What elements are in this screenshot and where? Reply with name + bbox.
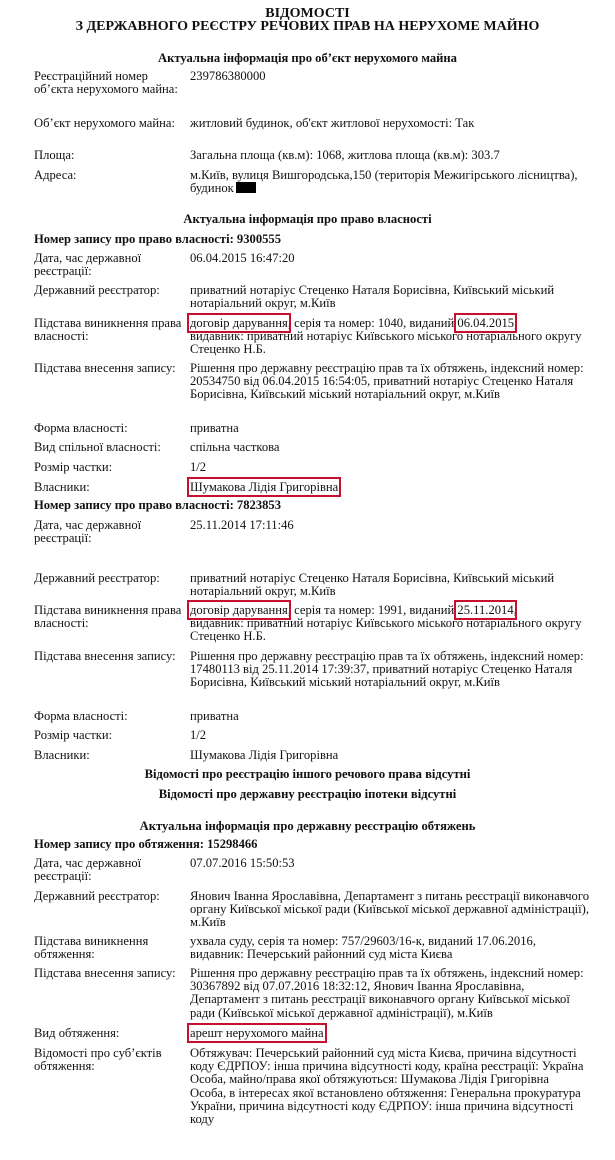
record1-form-label: Форма власності: [34, 421, 128, 435]
encumbrance-date-value: 07.07.2016 15:50:53 [190, 856, 295, 870]
encumbrance-subject-beneficiary: Особа, в інтересах якої встановлено обтяження: Генеральна прокуратура України, причина відсутності коду ЄДРПОУ: інша причина відсутності коду [190, 1085, 581, 1127]
record2-registrar-value: приватний нотаріус Стеценко Наталя Борисівна, Київський міський нотаріальний округ, м.Київ [190, 571, 555, 599]
record1-date-value: 06.04.2015 16:47:20 [190, 251, 295, 265]
encumbrance-date-label: Дата, час державної реєстрації: [34, 856, 142, 884]
reg-number-value: 239786380000 [190, 69, 266, 83]
record2-basis-date: 25.11.2014 [457, 603, 514, 617]
record2-entry-value: Рішення про державну реєстрацію прав та їх обтяжень, індексний номер: 17480113 від 25.11.2014 17:39:37, приватний нотаріус Стеценко Наталя Борисівна, Київський міський нотаріальний округ, м.Київ [190, 649, 584, 690]
area-label: Площа: [34, 148, 75, 162]
record2-owners-label: Власники: [34, 748, 90, 762]
object-section-title: Актуальна інформація про об’єкт нерухомого майна [158, 51, 457, 65]
address-label: Адреса: [34, 168, 77, 182]
encumbrance-entry-label: Підстава внесення запису: [34, 966, 176, 980]
encumbrance-section-title: Актуальна інформація про державну реєстрацію обтяжень [139, 819, 476, 833]
record1-registrar-value: приватний нотаріус Стеценко Наталя Борисівна, Київський міський нотаріальний округ, м.Київ [190, 283, 555, 311]
record2-header: Номер запису про право власності: 7823853 [34, 498, 282, 512]
encumbrance-subject-burdener: Обтяжувач: Печерський районний суд міста Києва, причина відсутності коду ЄДРПОУ: інша причина відсутності коду, країна реєстрації: Україна [190, 1046, 584, 1074]
record2-form-value: приватна [190, 709, 239, 723]
record2-date-value: 25.11.2014 17:11:46 [190, 518, 294, 532]
record1-basis-comma: , [514, 316, 518, 330]
record1-entry-label: Підстава внесення запису: [34, 361, 176, 375]
encumbrance-type-label: Вид обтяження: [34, 1026, 120, 1040]
record1-basis-issuer: видавник: приватний нотаріус Київського міського нотаріального округу Стеценко Н.Б. [190, 329, 582, 357]
object-type-value: житловий будинок, об'єкт житлової нерухомості: Так [190, 116, 475, 130]
record1-basis [190, 317, 590, 357]
document-title: ВІДОМОСТІ [265, 6, 350, 21]
record1-header: Номер запису про право власності: 9300555 [34, 232, 282, 246]
other-rights-notice: Відомості про реєстрацію іншого речового права відсутні [144, 767, 471, 781]
encumbrance-type [190, 1027, 590, 1040]
mortgage-notice: Відомості про державну реєстрацію іпотеки відсутні [158, 787, 457, 801]
address-value: м.Київ, вулиця Вишгородська,150 (територія Межигірського лісництва), будинок [190, 168, 578, 196]
encumbrance-registrar-value: Янович Іванна Ярославівна, Департамент з питань реєстрації виконавчого органу Київської міської ради (Київської міської державної адміністрації), м.Київ [190, 889, 590, 930]
record1-date-label: Дата, час державної реєстрації: [34, 251, 142, 279]
area-value: Загальна площа (кв.м): 1068, житлова площа (кв.м): 303.7 [190, 148, 500, 162]
record1-share-label: Розмір частки: [34, 460, 113, 474]
record2-owners-value: Шумакова Лідія Григорівна [190, 748, 339, 762]
record2-basis-comma: , [513, 603, 517, 617]
encumbrance-subjects [190, 1047, 590, 1126]
record2-basis-issuer: видавник: приватний нотаріус Київського міського нотаріального округу Стеценко Н.Б. [190, 616, 582, 644]
ownership-section-title: Актуальна інформація про право власності [183, 212, 432, 226]
record2-registrar-label: Державний реєстратор: [34, 571, 160, 585]
encumbrance-basis-value: ухвала суду, серія та номер: 757/29603/16-к, виданий 17.06.2016, видавник: Печерський районний суд міста Києва [190, 934, 536, 962]
record1-joint-label: Вид спільної власності: [34, 440, 161, 454]
encumbrance-basis-label: Підстава виникнення обтяження: [34, 934, 149, 962]
record1-basis-series: , серія та номер: 1040, виданий [287, 316, 458, 330]
address-field [190, 169, 590, 195]
document-subtitle: З ДЕРЖАВНОГО РЕЄСТРУ РЕЧОВИХ ПРАВ НА НЕРУХОМЕ МАЙНО [75, 19, 540, 34]
record1-joint-value: спільна часткова [190, 440, 280, 454]
record1-owners-label: Власники: [34, 480, 90, 494]
record2-basis [190, 604, 590, 644]
encumbrance-subject-owner: Особа, майно/права якої обтяжуються: Шумакова Лідія Григорівна [190, 1072, 549, 1087]
record1-share-value: 1/2 [190, 460, 207, 474]
record2-share-value: 1/2 [190, 728, 207, 742]
encumbrance-header: Номер запису про обтяження: 15298466 [34, 837, 258, 851]
record1-owners [190, 481, 590, 494]
record1-form-value: приватна [190, 421, 239, 435]
record2-basis-doc: договір дарування [190, 603, 288, 617]
encumbrance-entry-value: Рішення про державну реєстрацію прав та їх обтяжень, індексний номер: 30367892 від 07.07.2016 18:32:12, Янович Іванна Ярославівна, Департамент з питань реєстрації виконавчого органу Київської міської ради (Київської міської державної адміністрації), м.Київ [190, 966, 584, 1020]
record2-basis-label: Підстава виникнення права власності: [34, 603, 182, 631]
encumbrance-subjects-label: Відомості про суб’єктів обтяження: [34, 1046, 162, 1074]
encumbrance-registrar-label: Державний реєстратор: [34, 889, 160, 903]
record1-entry-value: Рішення про державну реєстрацію прав та їх обтяжень, індексний номер: 20534750 від 06.04.2015 16:54:05, приватний нотаріус Стеценко Наталя Борисівна, Київський міський нотаріальний округ, м.Київ [190, 361, 584, 402]
record2-share-label: Розмір частки: [34, 728, 113, 742]
object-type-label: Об’єкт нерухомого майна: [34, 116, 175, 130]
record2-basis-series: , серія та номер: 1991, виданий [287, 603, 458, 617]
reg-number-label: Реєстраційний номер об’єкта нерухомого майна: [34, 69, 178, 97]
record2-date-label: Дата, час державної реєстрації: [34, 518, 142, 546]
record1-basis-doc: договір дарування [190, 316, 288, 330]
record1-basis-date: 06.04.2015 [457, 316, 515, 330]
record2-form-label: Форма власності: [34, 709, 128, 723]
record1-registrar-label: Державний реєстратор: [34, 283, 160, 297]
encumbrance-type-value: арешт нерухомого майна [190, 1026, 324, 1040]
record1-owners-value: Шумакова Лідія Григорівна [190, 480, 339, 494]
record1-basis-label: Підстава виникнення права власності: [34, 316, 182, 344]
record2-entry-label: Підстава внесення запису: [34, 649, 176, 663]
redaction-box [236, 182, 256, 193]
